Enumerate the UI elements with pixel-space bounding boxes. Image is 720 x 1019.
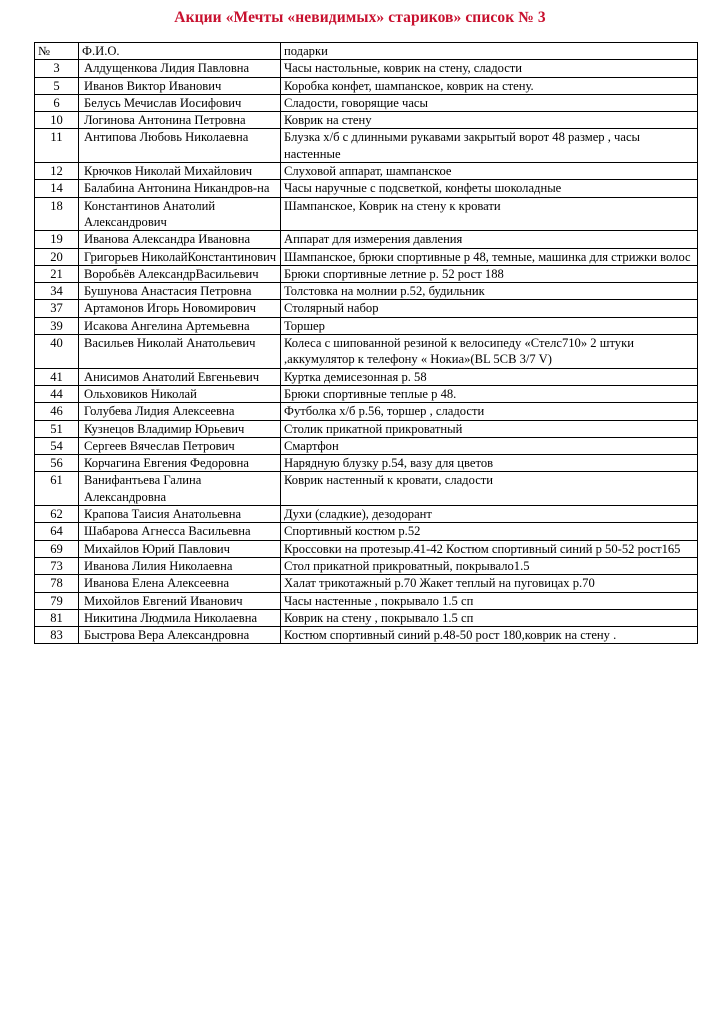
- row-number: 14: [35, 180, 79, 197]
- row-full-name: Григорьев НиколайКонстантинович: [79, 248, 281, 265]
- row-gifts: Коврик на стену: [281, 112, 698, 129]
- row-full-name: Ванифантьева Галина Александровна: [79, 472, 281, 506]
- table-row: [35, 575, 698, 592]
- table-row: [35, 197, 698, 231]
- row-full-name: Антипова Любовь Николаевна: [79, 129, 281, 163]
- row-full-name: Крапова Таисия Анатольевна: [79, 506, 281, 523]
- row-number: 81: [35, 609, 79, 626]
- row-gifts: Толстовка на молнии р.52, будильник: [281, 283, 698, 300]
- row-full-name: Крючков Николай Михайлович: [79, 163, 281, 180]
- row-full-name: Константинов Анатолий Александрович: [79, 197, 281, 231]
- table-row: [35, 300, 698, 317]
- row-gifts: Колеса с шипованной резиной к велосипеду «Стелс710» 2 штуки ,аккумулятор к телефону « Нокиа»(BL 5CB 3/7 V): [281, 335, 698, 369]
- row-full-name: Иванова Александра Ивановна: [79, 231, 281, 248]
- table-row: [35, 455, 698, 472]
- row-gifts: Слуховой аппарат, шампанское: [281, 163, 698, 180]
- table-row: [35, 163, 698, 180]
- row-number: 20: [35, 248, 79, 265]
- table-row: [35, 265, 698, 282]
- table-header-row: [35, 43, 698, 60]
- row-gifts: Сладости, говорящие часы: [281, 94, 698, 111]
- row-gifts: Куртка демисезонная р. 58: [281, 368, 698, 385]
- row-number: 5: [35, 77, 79, 94]
- row-number: 37: [35, 300, 79, 317]
- row-number: 78: [35, 575, 79, 592]
- row-gifts: Коврик на стену , покрывало 1.5 сп: [281, 609, 698, 626]
- row-gifts: Костюм спортивный синий р.48-50 рост 180,коврик на стену .: [281, 627, 698, 644]
- header-gifts: подарки: [281, 43, 698, 60]
- row-gifts: Аппарат для измерения давления: [281, 231, 698, 248]
- row-number: 44: [35, 385, 79, 402]
- row-number: 19: [35, 231, 79, 248]
- row-full-name: Васильев Николай Анатольевич: [79, 335, 281, 369]
- table-row: [35, 472, 698, 506]
- row-gifts: Кроссовки на протезыр.41-42 Костюм спортивный синий р 50-52 рост165: [281, 540, 698, 557]
- row-full-name: Ольховиков Николай: [79, 385, 281, 402]
- row-number: 41: [35, 368, 79, 385]
- row-number: 61: [35, 472, 79, 506]
- row-number: 11: [35, 129, 79, 163]
- page-title: Акции «Мечты «невидимых» стариков» список № 3: [174, 9, 546, 26]
- table-row: [35, 385, 698, 402]
- table-row: [35, 627, 698, 644]
- row-number: 21: [35, 265, 79, 282]
- row-full-name: Воробьёв АлександрВасильевич: [79, 265, 281, 282]
- row-full-name: Иванова Лилия Николаевна: [79, 557, 281, 574]
- row-full-name: Шабарова Агнесса Васильевна: [79, 523, 281, 540]
- gift-list-table: [34, 42, 698, 644]
- row-number: 83: [35, 627, 79, 644]
- table-row: [35, 592, 698, 609]
- row-gifts: Коврик настенный к кровати, сладости: [281, 472, 698, 506]
- row-full-name: Анисимов Анатолий Евгеньевич: [79, 368, 281, 385]
- table-row: [35, 540, 698, 557]
- table-row: [35, 335, 698, 369]
- row-number: 54: [35, 437, 79, 454]
- row-number: 46: [35, 403, 79, 420]
- table-row: [35, 420, 698, 437]
- row-full-name: Алдущенкова Лидия Павловна: [79, 60, 281, 77]
- table-row: [35, 77, 698, 94]
- row-number: 79: [35, 592, 79, 609]
- row-full-name: Иванов Виктор Иванович: [79, 77, 281, 94]
- row-number: 40: [35, 335, 79, 369]
- table-row: [35, 112, 698, 129]
- table-row: [35, 283, 698, 300]
- row-gifts: Нарядную блузку р.54, вазу для цветов: [281, 455, 698, 472]
- table-row: [35, 368, 698, 385]
- row-gifts: Брюки спортивные теплые р 48.: [281, 385, 698, 402]
- row-full-name: Иванова Елена Алексеевна: [79, 575, 281, 592]
- table-row: [35, 129, 698, 163]
- row-number: 69: [35, 540, 79, 557]
- row-gifts: Брюки спортивные летние р. 52 рост 188: [281, 265, 698, 282]
- row-full-name: Сергеев Вячеслав Петрович: [79, 437, 281, 454]
- row-gifts: Шампанское, Коврик на стену к кровати: [281, 197, 698, 231]
- row-number: 62: [35, 506, 79, 523]
- row-full-name: Михайлов Юрий Павлович: [79, 540, 281, 557]
- row-gifts: Столярный набор: [281, 300, 698, 317]
- row-number: 10: [35, 112, 79, 129]
- row-gifts: Футболка х/б р.56, торшер , сладости: [281, 403, 698, 420]
- row-full-name: Михойлов Евгений Иванович: [79, 592, 281, 609]
- table-row: [35, 506, 698, 523]
- table-row: [35, 403, 698, 420]
- row-full-name: Корчагина Евгения Федоровна: [79, 455, 281, 472]
- row-full-name: Быстрова Вера Александровна: [79, 627, 281, 644]
- table-row: [35, 317, 698, 334]
- row-gifts: Часы наручные с подсветкой, конфеты шоколадные: [281, 180, 698, 197]
- header-full-name: Ф.И.О.: [79, 43, 281, 60]
- row-gifts: Столик прикатной прикроватный: [281, 420, 698, 437]
- table-row: [35, 60, 698, 77]
- row-gifts: Часы настенные , покрывало 1.5 сп: [281, 592, 698, 609]
- row-number: 6: [35, 94, 79, 111]
- table-body: [35, 60, 698, 644]
- row-number: 56: [35, 455, 79, 472]
- row-full-name: Исакова Ангелина Артемьевна: [79, 317, 281, 334]
- row-gifts: Коробка конфет, шампанское, коврик на стену.: [281, 77, 698, 94]
- row-number: 51: [35, 420, 79, 437]
- table-row: [35, 557, 698, 574]
- table-row: [35, 180, 698, 197]
- row-number: 3: [35, 60, 79, 77]
- row-gifts: Халат трикотажный р.70 Жакет теплый на пуговицах р.70: [281, 575, 698, 592]
- row-number: 34: [35, 283, 79, 300]
- table-row: [35, 437, 698, 454]
- row-gifts: Часы настольные, коврик на стену, сладости: [281, 60, 698, 77]
- table-row: [35, 94, 698, 111]
- row-full-name: Логинова Антонина Петровна: [79, 112, 281, 129]
- row-gifts: Шампанское, брюки спортивные р 48, темные, машинка для стрижки волос: [281, 248, 698, 265]
- row-number: 12: [35, 163, 79, 180]
- row-full-name: Артамонов Игорь Новомирович: [79, 300, 281, 317]
- table-row: [35, 248, 698, 265]
- row-gifts: Торшер: [281, 317, 698, 334]
- row-full-name: Голубева Лидия Алексеевна: [79, 403, 281, 420]
- row-full-name: Белусь Мечислав Иосифович: [79, 94, 281, 111]
- row-number: 64: [35, 523, 79, 540]
- row-number: 73: [35, 557, 79, 574]
- table-row: [35, 609, 698, 626]
- row-gifts: Смартфон: [281, 437, 698, 454]
- row-full-name: Балабина Антонина Никандров-на: [79, 180, 281, 197]
- row-full-name: Бушунова Анастасия Петровна: [79, 283, 281, 300]
- table-row: [35, 231, 698, 248]
- table-row: [35, 523, 698, 540]
- row-gifts: Стол прикатной прикроватный, покрывало1.5: [281, 557, 698, 574]
- row-full-name: Кузнецов Владимир Юрьевич: [79, 420, 281, 437]
- row-full-name: Никитина Людмила Николаевна: [79, 609, 281, 626]
- row-gifts: Духи (сладкие), дезодорант: [281, 506, 698, 523]
- row-number: 39: [35, 317, 79, 334]
- row-gifts: Спортивный костюм р.52: [281, 523, 698, 540]
- row-number: 18: [35, 197, 79, 231]
- header-number: №: [35, 43, 79, 60]
- row-gifts: Блузка х/б с длинными рукавами закрытый ворот 48 размер , часы настенные: [281, 129, 698, 163]
